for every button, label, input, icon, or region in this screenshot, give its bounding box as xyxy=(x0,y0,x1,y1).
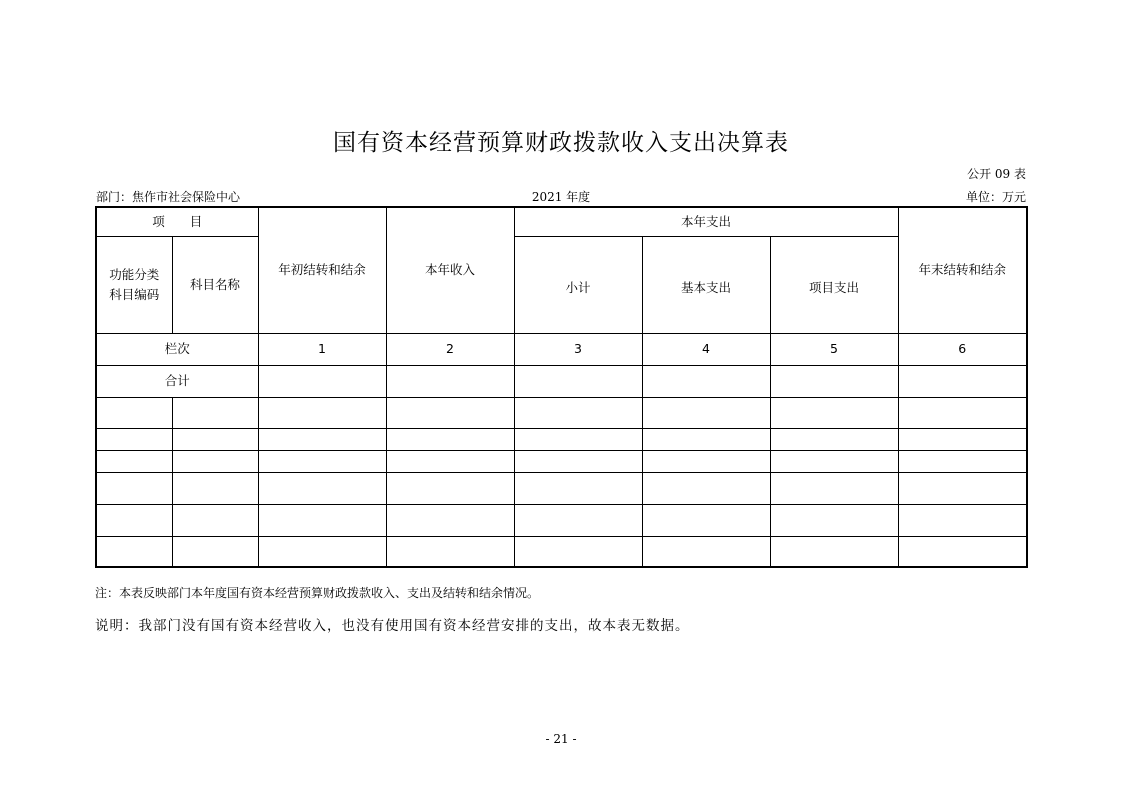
cell-code xyxy=(96,536,172,567)
cell-name xyxy=(172,536,258,567)
cell-value xyxy=(386,536,514,567)
page-number: - 21 - xyxy=(545,732,577,746)
cell-name xyxy=(172,450,258,472)
cell-value xyxy=(386,504,514,536)
cell-value xyxy=(514,536,642,567)
cell-code xyxy=(96,472,172,504)
cell-name xyxy=(172,504,258,536)
cell-value xyxy=(514,472,642,504)
cell-value xyxy=(898,472,1027,504)
form-number: 公开 09 表 xyxy=(967,167,1026,181)
cell-code xyxy=(96,504,172,536)
cell-value xyxy=(258,536,386,567)
cell-value xyxy=(770,450,898,472)
cell-value xyxy=(770,504,898,536)
cell-value xyxy=(514,428,642,450)
header-project-expenditure: 项目支出 xyxy=(770,236,898,333)
explanation-text: 说明：我部门没有国有资本经营收入，也没有使用国有资本经营安排的支出，故本表无数据。 xyxy=(95,618,690,634)
cell-value xyxy=(514,450,642,472)
budget-table xyxy=(95,206,1028,568)
total-cell xyxy=(258,365,386,397)
cell-value xyxy=(898,428,1027,450)
cell-name xyxy=(172,472,258,504)
cell-value xyxy=(514,504,642,536)
cell-value xyxy=(386,472,514,504)
header-opening-balance: 年初结转和结余 xyxy=(258,207,386,333)
total-cell xyxy=(386,365,514,397)
cell-value xyxy=(386,450,514,472)
cell-value xyxy=(642,450,770,472)
column-numbers-label: 栏次 xyxy=(96,333,258,365)
cell-code xyxy=(96,428,172,450)
table-row xyxy=(96,450,1027,472)
cell-code xyxy=(96,450,172,472)
cell-value xyxy=(770,428,898,450)
cell-value xyxy=(386,397,514,428)
cell-value xyxy=(898,397,1027,428)
table-note: 注：本表反映部门本年度国有资本经营预算财政拨款收入、支出及结转和结余情况。 xyxy=(95,586,540,600)
cell-value xyxy=(642,397,770,428)
table-row xyxy=(96,536,1027,567)
cell-value xyxy=(642,472,770,504)
cell-value xyxy=(258,472,386,504)
unit-label: 单位：万元 xyxy=(965,190,1026,204)
header-basic-expenditure: 基本支出 xyxy=(642,236,770,333)
cell-value xyxy=(770,472,898,504)
cell-code xyxy=(96,397,172,428)
header-item: 项 目 xyxy=(96,207,258,236)
cell-value xyxy=(770,397,898,428)
column-number: 1 xyxy=(258,333,386,365)
cell-value xyxy=(770,536,898,567)
header-expenditure-group: 本年支出 xyxy=(514,207,898,236)
cell-value xyxy=(258,504,386,536)
department-label: 部门：焦作市社会保险中心 xyxy=(96,190,241,204)
cell-value xyxy=(642,428,770,450)
cell-value xyxy=(514,397,642,428)
cell-value xyxy=(258,450,386,472)
column-number: 2 xyxy=(386,333,514,365)
column-number: 6 xyxy=(898,333,1027,365)
table-row xyxy=(96,504,1027,536)
cell-value xyxy=(258,428,386,450)
total-cell xyxy=(898,365,1027,397)
cell-value xyxy=(898,504,1027,536)
column-number: 4 xyxy=(642,333,770,365)
cell-name xyxy=(172,397,258,428)
cell-value xyxy=(258,397,386,428)
total-cell xyxy=(770,365,898,397)
total-cell xyxy=(642,365,770,397)
table-row xyxy=(96,428,1027,450)
table-row xyxy=(96,472,1027,504)
header-closing-balance: 年末结转和结余 xyxy=(898,207,1027,333)
header-function-code: 功能分类 科目编码 xyxy=(96,236,172,333)
total-cell xyxy=(514,365,642,397)
header-income: 本年收入 xyxy=(386,207,514,333)
column-number: 5 xyxy=(770,333,898,365)
cell-value xyxy=(642,504,770,536)
cell-value xyxy=(898,536,1027,567)
column-number: 3 xyxy=(514,333,642,365)
document-title: 国有资本经营预算财政拨款收入支出决算表 xyxy=(333,130,789,156)
table-row xyxy=(96,397,1027,428)
cell-value xyxy=(898,450,1027,472)
cell-value xyxy=(642,536,770,567)
total-label: 合计 xyxy=(96,365,258,397)
header-subject-name: 科目名称 xyxy=(172,236,258,333)
cell-value xyxy=(386,428,514,450)
fiscal-year: 2021 年度 xyxy=(531,190,591,204)
header-subtotal: 小计 xyxy=(514,236,642,333)
cell-name xyxy=(172,428,258,450)
